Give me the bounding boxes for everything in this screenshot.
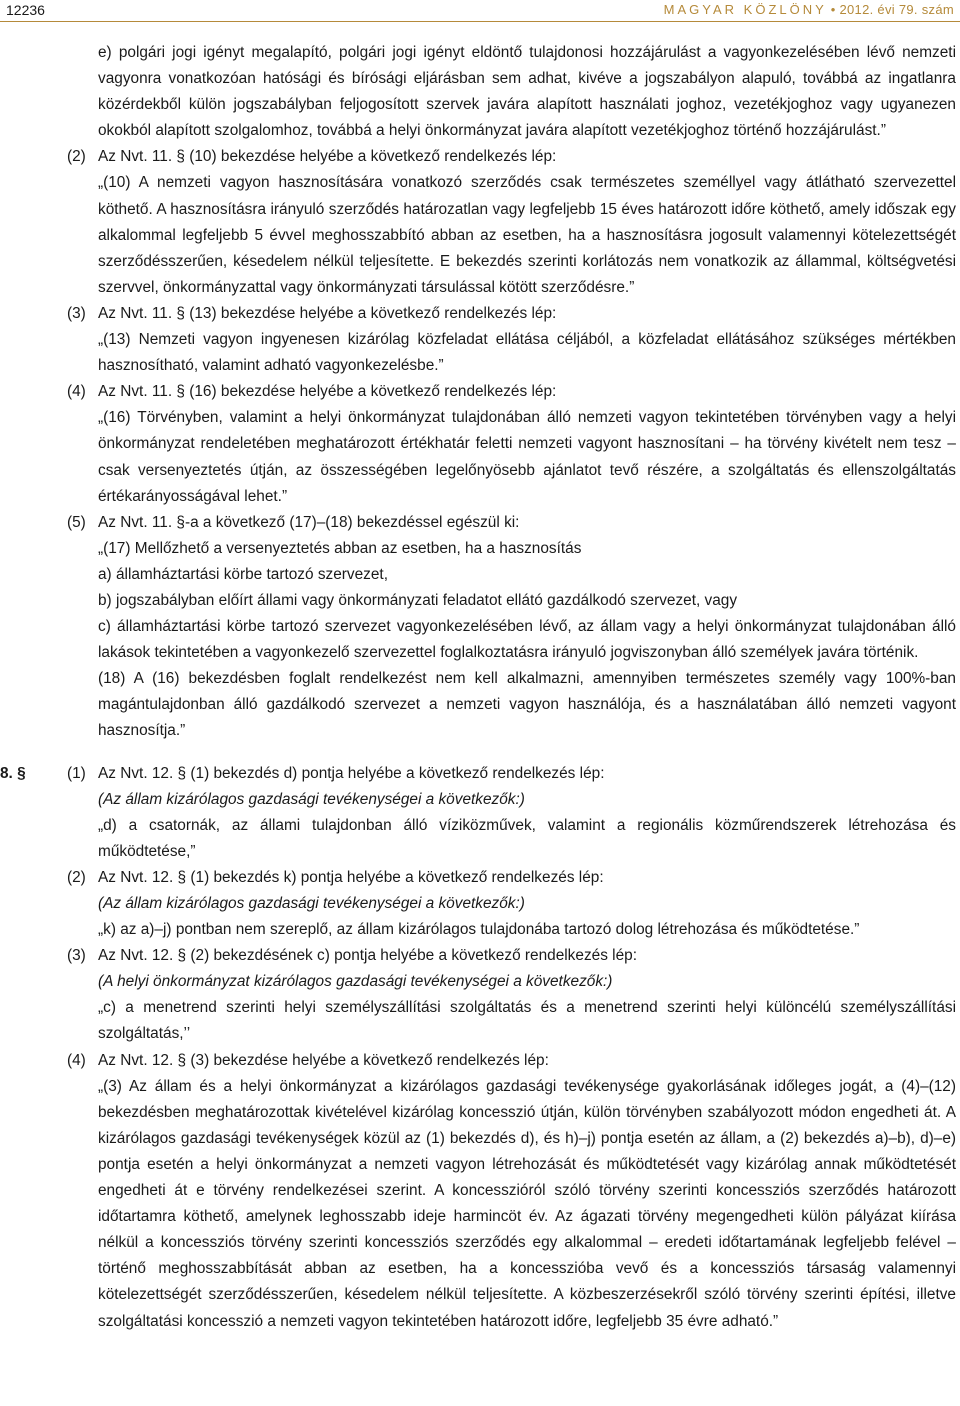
s7-para-5 [0,510,960,745]
para-intro: Az Nvt. 11. § (10) bekezdése helyébe a következő rendelkezés lép: [98,148,557,166]
para-number: (3) [67,304,86,322]
para-context: (A helyi önkormányzat kizárólagos gazdasági tevékenységei a következők:) [98,973,613,991]
para-intro: Az Nvt. 11. § (13) bekezdése helyébe a következő rendelkezés lép: [98,304,557,322]
section-8 [0,761,960,1335]
publication-name: MAGYAR KÖZLÖNY [663,2,827,17]
para-context: (Az állam kizárólagos gazdasági tevékenységei a következők:) [98,790,525,808]
para-intro: Az Nvt. 11. §-a a következő (17)–(18) bekezdéssel egészül ki: [98,513,520,531]
header-title [664,2,954,17]
para-intro: Az Nvt. 12. § (1) bekezdés k) pontja helyébe a következő rendelkezés lép: [98,868,604,886]
para-number: (2) [67,868,86,886]
para-intro: Az Nvt. 12. § (3) bekezdése helyébe a következő rendelkezés lép: [98,1051,549,1069]
point-e: e) polgári jogi igényt megalapító, polgári jogi igényt eldöntő tulajdonosi hozzájárulást a vagyonkezelésében lévő nemzeti vagyonra vonatkozóan hatósági és bírósági eljárásban sem adhat, kivéve a jogszabályon alapuló, továbbá az ingatlanra közérdekből külön jogszabályban feljogosított szervek javára alapított használati joghoz, vezetékjoghoz vagy ugyanezen okokból alapított szolgalomhoz, továbbá a helyi önkormányzat javára alapított vezetékjoghoz történő hozzájárulást.” [98,44,956,140]
s8-para-3 [0,943,960,1047]
s8-para-1 [0,761,960,865]
s7-para-3 [0,301,960,379]
page-number: 12236 [6,2,45,18]
para-text: „(17) Mellőzhető a versenyeztetés abban az esetben, ha a hasznosítás [98,539,582,557]
para-text: „c) a menetrend szerinti helyi személyszállítási szolgáltatás és a menetrend szerinti helyi különcélú személyszállítási szolgáltatás,’’ [98,999,956,1043]
document-body [0,40,960,1335]
para-text: „(10) A nemzeti vagyon hasznosítására vonatkozó szerződés csak természetes személlyel vagy átlátható szervezettel köthető. A hasznosításra irányuló szerződés határozatlan vagy legfeljebb 15 éves határozott időre köthető, amely időszak egy alkalommal legfeljebb 5 évvel meghosszabbító abban az esetben, ha a hasznosításra jogosult valamennyi kötelezettségét szerződésszerűen, késedelem nélkül teljesítette. E bekezdés szerinti korlátozás nem vonatkozik az állammal, költségvetési szervvel, önkormányzattal vagy önkormányzati társulással kötött szerződésre.” [98,174,956,296]
list-item-b: b) jogszabályban előírt állami vagy önkormányzati feladatot ellátó gazdálkodó szervezet, vagy [98,591,738,609]
para-text: „k) az a)–j) pontban nem szereplő, az állam kizárólagos tulajdonába tartozó dolog létrehozása és működtetése.” [98,921,860,939]
para-number: (4) [67,383,86,401]
para-18: (18) A (16) bekezdésben foglalt rendelkezést nem kell alkalmazni, amennyiben természetes személy vagy 100%-ban magántulajdonban álló gazdálkodó szervezet a nemzeti vagyon használója, és a használatában álló nemzeti vagyont hasznosítja.” [98,670,956,740]
page-header [0,0,960,22]
para-intro: Az Nvt. 11. § (16) bekezdése helyébe a következő rendelkezés lép: [98,383,557,401]
list-item-c: c) államháztartási körbe tartozó szervezet vagyonkezelésében lévő, az állam vagy a helyi önkormányzat tulajdonában álló lakások tekintetében a vagyonkezelő szervezettel foglalkoztatásra irányuló jogviszonyban álló személyek javára történik. [98,618,956,662]
para-text: „(16) Törvényben, valamint a helyi önkormányzat tulajdonában álló nemzeti vagyon tekintetében törvényben vagy a helyi önkormányzat rendeletében meghatározott értékhatár feletti nemzeti vagyont hasznosítani – ha törvény kivételt nem tesz – csak versenyeztetés útján, az összességében legelőnyösebb ajánlatot tevő részére, a szolgáltatás és ellenszolgáltatás értékarányosságával lehet.” [98,409,956,505]
issue-info: • 2012. évi 79. szám [830,2,954,17]
s8-para-2 [0,865,960,943]
para-number: (2) [67,148,86,166]
s8-para-4 [0,1048,960,1335]
para-number: (4) [67,1051,86,1069]
para-text: „(3) Az állam és a helyi önkormányzat a kizárólagos gazdasági tevékenysége gyakorlásának időleges jogát, a (4)–(12) bekezdésben meghatározottak kivételével kizárólag koncesszió útján, külön törvényben szabályozott módon engedheti át. A kizárólagos gazdasági tevékenységek közül az (1) bekezdés d), és h)–j) pontja esetén az állam, a (2) bekezdés a)–b), d)–e) pontja esetén a helyi önkormányzat a nemzeti vagyon létrehozását és működtetését vagy kizárólag annak működtetését engedheti át e törvény rendelkezései szerint. A koncesszióról szóló törvény szerinti koncessziós szerződés határozott időtartamra köthető, amelynek leghosszabb ideje harmincöt év. Az ágazati törvény megengedheti külön pályázat kiírása nélkül a koncessziós törvény szerinti koncessziós szerződés egy alkalommal – eredeti időtartamának legfeljebb felével – történő meghosszabbítását abban az esetben, ha a koncesszióba vevő és a koncessziós társaság valamennyi kötelezettségét szerződésszerűen, késedelem nélkül teljesítette. A közbeszerzésekről szóló törvény szerinti építési, illetve szolgáltatási koncesszió a nemzeti vagyon tekintetében határozott időre, legfeljebb 35 évre adható.” [98,1077,956,1330]
para-text: „d) a csatornák, az állami tulajdonban álló víziközművek, valamint a regionális közműrendszerek létrehozása és működtetése,” [98,816,956,860]
para-number: (3) [67,947,86,965]
s7-para-4 [0,379,960,509]
para-context: (Az állam kizárólagos gazdasági tevékenységei a következők:) [98,895,525,912]
s7-para-2 [0,144,960,301]
para-intro: Az Nvt. 12. § (2) bekezdésének c) pontja helyébe a következő rendelkezés lép: [98,947,637,965]
list-item-a: a) államháztartási körbe tartozó szervezet, [98,565,388,583]
para-number: (1) [67,764,86,782]
para-intro: Az Nvt. 12. § (1) bekezdés d) pontja helyébe a következő rendelkezés lép: [98,764,605,782]
para-number: (5) [67,513,86,531]
section-number: 8. § [0,764,26,782]
header-rule [0,21,960,22]
para-text: „(13) Nemzeti vagyon ingyenesen kizárólag közfeladat ellátása céljából, a közfeladat ellátásához szükséges mértékben hasznosítható, valamint adható vagyonkezelésbe.” [98,331,956,375]
